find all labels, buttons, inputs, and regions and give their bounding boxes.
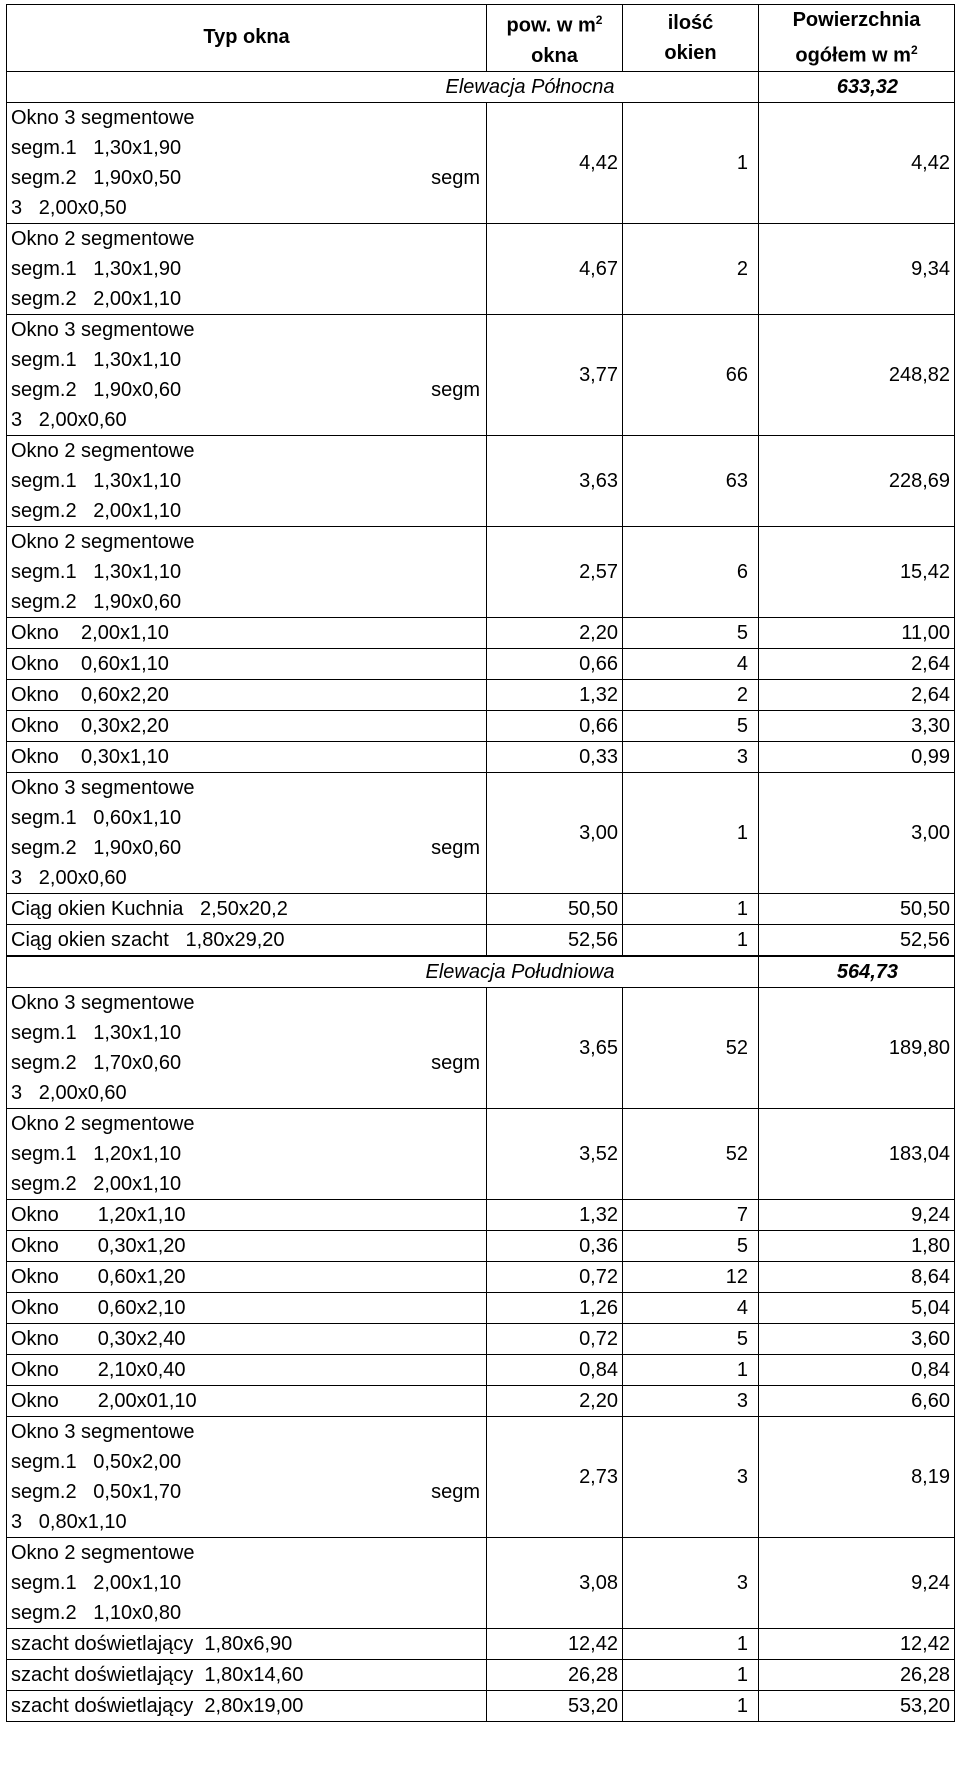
window-row — [7, 102, 955, 223]
window-type-line: 3 2,00x0,60 — [11, 1081, 127, 1104]
window-row — [7, 1690, 955, 1721]
section-total: 564,73 — [836, 960, 898, 983]
total-cell — [759, 648, 955, 679]
count-cell — [623, 1659, 759, 1690]
window-type-line: Okno 0,30x2,20 — [11, 714, 169, 737]
area-cell — [487, 1416, 623, 1537]
area-value: 0,33 — [579, 745, 618, 768]
count-value: 5 — [736, 714, 748, 737]
count-cell — [623, 772, 759, 893]
window-type-line: segm.1 1,30x1,10 — [11, 469, 182, 492]
area-value: 2,20 — [579, 621, 618, 644]
area-cell — [487, 1628, 623, 1659]
window-type-cell — [7, 772, 487, 893]
section-gap-cell — [623, 956, 759, 988]
count-value: 1 — [736, 1663, 748, 1686]
area-cell — [487, 741, 623, 772]
count-cell — [623, 1385, 759, 1416]
count-value: 1 — [736, 151, 748, 174]
header-area: pow. w $m^2$ okna — [487, 5, 623, 72]
total-value: 50,50 — [899, 897, 950, 920]
window-row — [7, 223, 955, 314]
window-row — [7, 1385, 955, 1416]
window-type-cell — [7, 893, 487, 924]
total-cell — [759, 1690, 955, 1721]
window-row — [7, 893, 955, 924]
count-value: 63 — [725, 469, 748, 492]
area-cell — [487, 648, 623, 679]
total-value: 53,20 — [899, 1694, 950, 1717]
area-cell — [487, 924, 623, 956]
section-gap-cell — [623, 71, 759, 102]
area-value: 1,32 — [579, 683, 618, 706]
window-type-cell — [7, 1354, 487, 1385]
window-type-cell — [7, 526, 487, 617]
count-cell — [623, 102, 759, 223]
total-value: 8,19 — [911, 1465, 950, 1488]
area-cell — [487, 1292, 623, 1323]
area-cell — [487, 526, 623, 617]
total-value: 0,84 — [911, 1358, 950, 1381]
total-value: 248,82 — [888, 363, 950, 386]
area-value: 0,36 — [579, 1234, 618, 1257]
count-value: 3 — [736, 1465, 748, 1488]
count-cell — [623, 1690, 759, 1721]
window-type-line: Okno 0,30x1,20 — [11, 1234, 186, 1257]
window-row — [7, 679, 955, 710]
count-cell — [623, 1261, 759, 1292]
count-value: 7 — [736, 1203, 748, 1226]
count-cell — [623, 1292, 759, 1323]
area-cell — [487, 314, 623, 435]
area-value: 3,00 — [579, 821, 618, 844]
area-cell — [487, 223, 623, 314]
total-value: 4,42 — [911, 151, 950, 174]
total-cell — [759, 1354, 955, 1385]
count-cell — [623, 987, 759, 1108]
window-type-line: segm.2 2,00x1,10 — [11, 499, 182, 522]
window-type-cell — [7, 987, 487, 1108]
count-cell — [623, 1323, 759, 1354]
count-value: 5 — [736, 1234, 748, 1257]
window-type-line: Okno 2 segmentowe — [11, 530, 195, 553]
window-type-cell — [7, 1292, 487, 1323]
count-value: 52 — [725, 1036, 748, 1059]
area-cell — [487, 1199, 623, 1230]
area-cell — [487, 1385, 623, 1416]
area-value: 2,73 — [579, 1465, 618, 1488]
total-cell — [759, 710, 955, 741]
window-schedule-sheet — [6, 4, 954, 1722]
area-cell — [487, 1230, 623, 1261]
count-value: 1 — [736, 1358, 748, 1381]
segm-label: segm — [431, 378, 480, 401]
total-cell — [759, 102, 955, 223]
count-value: 4 — [736, 652, 748, 675]
window-type-line: Okno 2,10x0,40 — [11, 1358, 186, 1381]
count-value: 12 — [725, 1265, 748, 1288]
total-cell — [759, 679, 955, 710]
count-cell — [623, 1108, 759, 1199]
total-value: 3,30 — [911, 714, 950, 737]
area-cell — [487, 617, 623, 648]
area-cell — [487, 1108, 623, 1199]
window-type-line: segm.1 1,30x1,10 — [11, 348, 182, 371]
total-cell — [759, 1537, 955, 1628]
window-type-line: Ciąg okien szacht 1,80x29,20 — [11, 928, 285, 951]
window-schedule-table — [6, 4, 955, 1722]
window-type-line: Okno 3 segmentowe — [11, 991, 195, 1014]
count-value: 3 — [736, 745, 748, 768]
count-value: 66 — [725, 363, 748, 386]
area-value: 0,84 — [579, 1358, 618, 1381]
count-cell — [623, 617, 759, 648]
segm-label: segm — [431, 1051, 480, 1074]
total-cell — [759, 435, 955, 526]
area-value: 12,42 — [567, 1632, 618, 1655]
area-value: 2,20 — [579, 1389, 618, 1412]
area-value: 2,57 — [579, 560, 618, 583]
total-cell — [759, 526, 955, 617]
window-type-line: segm.2 0,50x1,70 — [11, 1480, 182, 1503]
window-type-line: Okno 2,00x1,10 — [11, 621, 169, 644]
window-type-cell — [7, 924, 487, 956]
area-value: 4,42 — [579, 151, 618, 174]
window-row — [7, 1323, 955, 1354]
count-cell — [623, 924, 759, 956]
area-value: 3,52 — [579, 1142, 618, 1165]
area-value: 3,77 — [579, 363, 618, 386]
total-cell — [759, 924, 955, 956]
window-type-line: segm.2 1,90x0,60 — [11, 378, 182, 401]
total-value: 0,99 — [911, 745, 950, 768]
area-value: 50,50 — [567, 897, 618, 920]
count-cell — [623, 710, 759, 741]
total-cell — [759, 1628, 955, 1659]
total-cell — [759, 1659, 955, 1690]
window-type-line: Okno 1,20x1,10 — [11, 1203, 186, 1226]
total-cell — [759, 1261, 955, 1292]
total-cell — [759, 772, 955, 893]
count-cell — [623, 648, 759, 679]
header-total: Powierzchnia ogółem w $m^2$ — [759, 5, 955, 72]
total-value: 183,04 — [888, 1142, 950, 1165]
header-count: ilość okien — [623, 5, 759, 72]
window-row — [7, 924, 955, 956]
window-type-line: Okno 3 segmentowe — [11, 318, 195, 341]
window-type-line: Ciąg okien Kuchnia 2,50x20,2 — [11, 897, 288, 920]
window-type-line: szacht doświetlający 2,80x19,00 — [11, 1694, 304, 1717]
window-type-line: segm.1 1,30x1,90 — [11, 257, 182, 280]
count-cell — [623, 314, 759, 435]
area-value: 0,72 — [579, 1265, 618, 1288]
window-type-line: segm.1 1,20x1,10 — [11, 1142, 182, 1165]
window-type-line: segm.1 0,60x1,10 — [11, 806, 182, 829]
window-type-line: segm.2 2,00x1,10 — [11, 1172, 182, 1195]
window-type-line: segm.2 1,90x0,50 — [11, 166, 182, 189]
area-value: 52,56 — [567, 928, 618, 951]
window-type-line: 3 2,00x0,50 — [11, 196, 127, 219]
window-type-line: Okno 3 segmentowe — [11, 1420, 195, 1443]
count-value: 2 — [736, 683, 748, 706]
window-type-line: segm.2 1,90x0,60 — [11, 590, 182, 613]
window-type-cell — [7, 223, 487, 314]
window-type-line: Okno 0,60x1,10 — [11, 652, 169, 675]
area-value: 3,65 — [579, 1036, 618, 1059]
total-value: 2,64 — [911, 683, 950, 706]
area-value: 0,66 — [579, 714, 618, 737]
window-row — [7, 987, 955, 1108]
total-value: 8,64 — [911, 1265, 950, 1288]
window-type-line: segm.1 0,50x2,00 — [11, 1450, 182, 1473]
window-type-cell — [7, 1385, 487, 1416]
window-type-line: segm.1 1,30x1,10 — [11, 560, 182, 583]
window-type-line: segm.2 2,00x1,10 — [11, 287, 182, 310]
window-type-line: Okno 2 segmentowe — [11, 439, 195, 462]
window-type-line: segm.1 1,30x1,10 — [11, 1021, 182, 1044]
total-value: 9,34 — [911, 257, 950, 280]
total-value: 1,80 — [911, 1234, 950, 1257]
window-type-cell — [7, 648, 487, 679]
section-name-cell — [7, 956, 623, 988]
area-value: 0,66 — [579, 652, 618, 675]
count-cell — [623, 1230, 759, 1261]
window-type-line: Okno 3 segmentowe — [11, 106, 195, 129]
total-cell — [759, 1292, 955, 1323]
total-cell — [759, 893, 955, 924]
count-value: 1 — [736, 1694, 748, 1717]
window-type-line: 3 0,80x1,10 — [11, 1510, 127, 1533]
area-cell — [487, 679, 623, 710]
window-row — [7, 1108, 955, 1199]
total-cell — [759, 1385, 955, 1416]
count-value: 3 — [736, 1571, 748, 1594]
area-cell — [487, 435, 623, 526]
window-type-cell — [7, 1323, 487, 1354]
section-name: Elewacja Północna — [445, 75, 615, 98]
window-row — [7, 617, 955, 648]
segm-label: segm — [431, 836, 480, 859]
total-value: 12,42 — [899, 1632, 950, 1655]
window-row — [7, 1628, 955, 1659]
window-row — [7, 741, 955, 772]
count-cell — [623, 435, 759, 526]
count-value: 1 — [736, 897, 748, 920]
total-cell — [759, 617, 955, 648]
count-cell — [623, 1537, 759, 1628]
area-cell — [487, 1659, 623, 1690]
window-type-cell — [7, 1261, 487, 1292]
window-type-line: segm.2 1,70x0,60 — [11, 1051, 182, 1074]
window-row — [7, 314, 955, 435]
window-row — [7, 772, 955, 893]
area-value: 1,32 — [579, 1203, 618, 1226]
count-value: 4 — [736, 1296, 748, 1319]
area-cell — [487, 1690, 623, 1721]
window-type-line: szacht doświetlający 1,80x14,60 — [11, 1663, 304, 1686]
area-value: 3,08 — [579, 1571, 618, 1594]
window-row — [7, 1537, 955, 1628]
window-type-line: Okno 3 segmentowe — [11, 776, 195, 799]
area-cell — [487, 1323, 623, 1354]
window-type-cell — [7, 741, 487, 772]
window-type-cell — [7, 1108, 487, 1199]
section-row — [7, 956, 955, 988]
total-value: 52,56 — [899, 928, 950, 951]
window-type-cell — [7, 1690, 487, 1721]
section-total-cell — [759, 956, 955, 988]
area-cell — [487, 1354, 623, 1385]
window-type-cell — [7, 314, 487, 435]
window-row — [7, 1230, 955, 1261]
count-cell — [623, 1199, 759, 1230]
total-value: 2,64 — [911, 652, 950, 675]
total-cell — [759, 314, 955, 435]
area-cell — [487, 772, 623, 893]
total-cell — [759, 1416, 955, 1537]
window-row — [7, 1199, 955, 1230]
window-type-line: Okno 2,00x01,10 — [11, 1389, 197, 1412]
count-cell — [623, 1354, 759, 1385]
window-row — [7, 1292, 955, 1323]
area-cell — [487, 1537, 623, 1628]
area-cell — [487, 987, 623, 1108]
area-value: 3,63 — [579, 469, 618, 492]
count-value: 2 — [736, 257, 748, 280]
window-type-cell — [7, 1659, 487, 1690]
count-value: 3 — [736, 1389, 748, 1412]
window-row — [7, 1354, 955, 1385]
count-cell — [623, 893, 759, 924]
window-type-line: Okno 0,60x1,20 — [11, 1265, 186, 1288]
total-value: 3,60 — [911, 1327, 950, 1350]
window-type-line: segm.2 1,10x0,80 — [11, 1601, 182, 1624]
count-value: 5 — [736, 1327, 748, 1350]
window-type-line: Okno 0,30x2,40 — [11, 1327, 186, 1350]
total-value: 11,00 — [901, 621, 950, 644]
area-value: 4,67 — [579, 257, 618, 280]
total-value: 9,24 — [911, 1203, 950, 1226]
window-type-line: segm.2 1,90x0,60 — [11, 836, 182, 859]
total-value: 5,04 — [911, 1296, 950, 1319]
total-value: 26,28 — [899, 1663, 950, 1686]
window-type-line: Okno 2 segmentowe — [11, 1112, 195, 1135]
total-cell — [759, 1108, 955, 1199]
count-value: 52 — [725, 1142, 748, 1165]
count-cell — [623, 526, 759, 617]
segm-label: segm — [431, 166, 480, 189]
area-cell — [487, 1261, 623, 1292]
window-type-line: 3 2,00x0,60 — [11, 866, 127, 889]
window-type-line: Okno 2 segmentowe — [11, 1541, 195, 1564]
window-type-line: segm.1 2,00x1,10 — [11, 1571, 182, 1594]
window-type-cell — [7, 679, 487, 710]
window-type-line: szacht doświetlający 1,80x6,90 — [11, 1632, 293, 1655]
window-row — [7, 1659, 955, 1690]
total-value: 6,60 — [911, 1389, 950, 1412]
window-type-line: Okno 0,60x2,10 — [11, 1296, 186, 1319]
window-type-cell — [7, 1628, 487, 1659]
window-type-line: segm.1 1,30x1,90 — [11, 136, 182, 159]
total-cell — [759, 1230, 955, 1261]
area-cell — [487, 102, 623, 223]
total-cell — [759, 223, 955, 314]
window-type-line: 3 2,00x0,60 — [11, 408, 127, 431]
total-value: 189,80 — [888, 1036, 950, 1059]
window-row — [7, 710, 955, 741]
count-cell — [623, 1628, 759, 1659]
count-cell — [623, 679, 759, 710]
area-value: 1,26 — [579, 1296, 618, 1319]
count-value: 1 — [736, 928, 748, 951]
count-value: 1 — [736, 1632, 748, 1655]
count-cell — [623, 223, 759, 314]
window-type-cell — [7, 435, 487, 526]
total-cell — [759, 1323, 955, 1354]
window-type-line: Okno 2 segmentowe — [11, 227, 195, 250]
window-row — [7, 648, 955, 679]
window-type-cell — [7, 102, 487, 223]
window-type-cell — [7, 1230, 487, 1261]
total-cell — [759, 741, 955, 772]
header-type: Typ okna — [7, 5, 487, 72]
window-type-cell — [7, 617, 487, 648]
count-value: 1 — [736, 821, 748, 844]
window-type-cell — [7, 1416, 487, 1537]
area-cell — [487, 710, 623, 741]
section-total-cell — [759, 71, 955, 102]
area-value: 0,72 — [579, 1327, 618, 1350]
total-value: 3,00 — [911, 821, 950, 844]
window-row — [7, 1416, 955, 1537]
window-type-cell — [7, 1199, 487, 1230]
total-value: 15,42 — [899, 560, 950, 583]
header-row — [7, 5, 955, 72]
window-row — [7, 1261, 955, 1292]
count-value: 5 — [736, 621, 748, 644]
window-row — [7, 435, 955, 526]
area-value: 53,20 — [567, 1694, 618, 1717]
window-type-cell — [7, 1537, 487, 1628]
section-row — [7, 71, 955, 102]
total-value: 9,24 — [911, 1571, 950, 1594]
window-type-cell — [7, 710, 487, 741]
segm-label: segm — [431, 1480, 480, 1503]
area-cell — [487, 893, 623, 924]
total-cell — [759, 1199, 955, 1230]
window-row — [7, 526, 955, 617]
window-type-line: Okno 0,30x1,10 — [11, 745, 169, 768]
total-value: 228,69 — [888, 469, 950, 492]
section-total: 633,32 — [836, 75, 898, 98]
count-value: 6 — [736, 560, 748, 583]
section-name-cell — [7, 71, 623, 102]
count-cell — [623, 741, 759, 772]
count-cell — [623, 1416, 759, 1537]
section-name: Elewacja Południowa — [425, 960, 615, 983]
total-cell — [759, 987, 955, 1108]
area-value: 26,28 — [567, 1663, 618, 1686]
window-type-line: Okno 0,60x2,20 — [11, 683, 169, 706]
